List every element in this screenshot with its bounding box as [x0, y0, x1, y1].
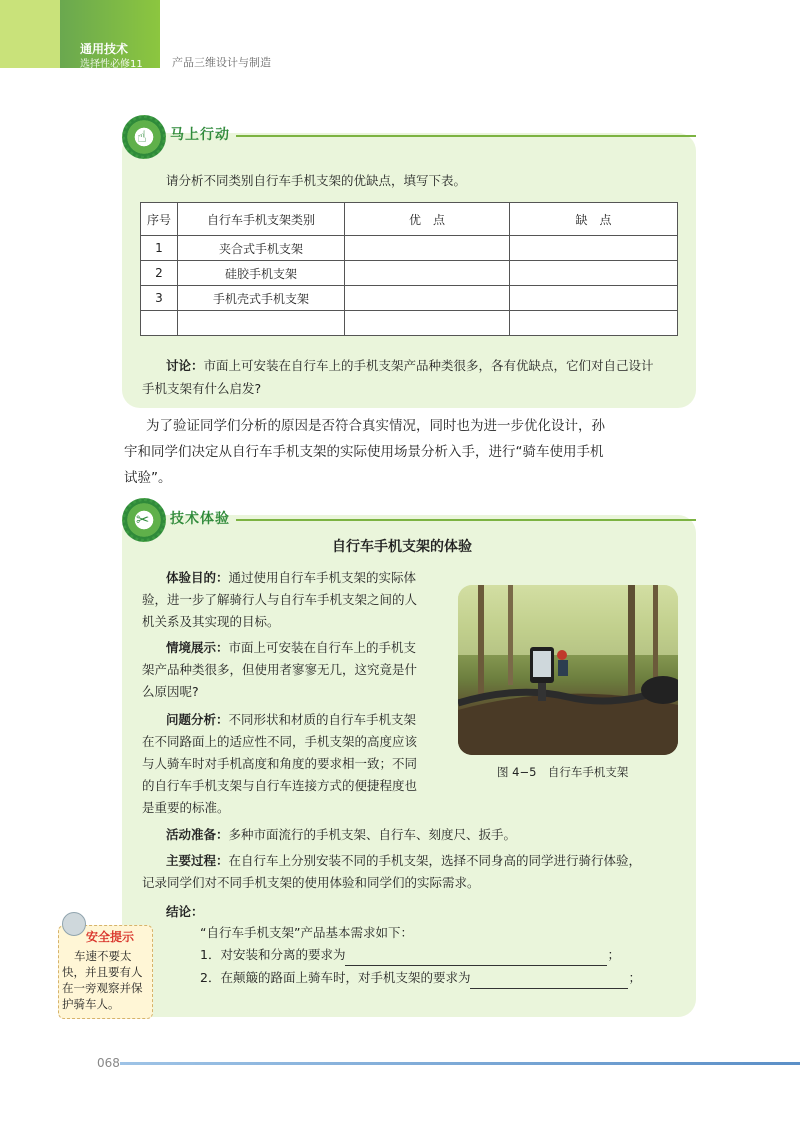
header-pros: 优 点 [345, 203, 510, 236]
cell-index [141, 311, 178, 336]
scene-line1: 情境展示：市面上可安装在自行车上的手机支 [166, 640, 417, 655]
cell-pros[interactable] [345, 236, 510, 261]
scene-line3: 么原因呢? [142, 684, 199, 699]
action-instruction: 请分析不同类别自行车手机支架的优缺点，填写下表。 [166, 173, 467, 188]
cell-index: 2 [141, 261, 178, 286]
prep-line: 活动准备：多种市面流行的手机支架、自行车、刻度尺、扳手。 [166, 827, 517, 842]
series-title: 通用技术 [80, 42, 129, 56]
page-number: 068 [97, 1056, 120, 1070]
discussion-line2: 手机支架有什么启发? [142, 381, 262, 396]
title-divider [236, 135, 696, 137]
table-row [141, 286, 678, 311]
analysis-line3: 与人骑车时对手机高度和角度的要求相一致；不同 [142, 756, 418, 771]
cell-pros[interactable] [345, 286, 510, 311]
cell-pros[interactable] [345, 311, 510, 336]
cell-category: 夹合式手机支架 [178, 236, 345, 261]
figure-caption: 图 4−5 自行车手机支架 [497, 765, 629, 779]
wrench-icon: ✂ [136, 510, 150, 529]
table-row [141, 236, 678, 261]
discussion-line1: 讨论：市面上可安装在自行车上的手机支架产品种类很多，各有优缺点，它们对自己设计 [166, 358, 654, 373]
analysis-line4: 的自行车手机支架与自行车连接方式的便捷程度也 [142, 778, 418, 793]
process-line2: 记录同学们对不同手机支架的使用体验和同学们的实际需求。 [142, 875, 480, 890]
title-divider [236, 519, 696, 521]
analysis-line5: 是重要的标准。 [142, 800, 230, 815]
experience-title: 技术体验 [170, 511, 230, 527]
book-title: 产品三维设计与制造 [172, 56, 271, 69]
cell-category: 手机壳式手机支架 [178, 286, 345, 311]
body-line1: 为了验证同学们分析的原因是否符合真实情况，同时也为进一步优化设计，孙 [146, 418, 605, 434]
cell-index: 1 [141, 236, 178, 261]
process-line1: 主要过程：在自行车上分别安装不同的手机支架，选择不同身高的同学进行骑行体验， [166, 853, 642, 868]
table-row [141, 261, 678, 286]
purpose-line1: 体验目的：通过使用自行车手机支架的实际体 [166, 570, 417, 585]
cell-cons[interactable] [510, 261, 678, 286]
answer-blank-2[interactable] [470, 972, 628, 989]
requirement-1: 1．对安装和分离的要求为 ； [200, 944, 620, 966]
cell-category: 硅胶手机支架 [178, 261, 345, 286]
safety-tip-title: 安全提示 [86, 930, 135, 944]
table-row [141, 311, 678, 336]
answer-blank-1[interactable] [345, 949, 607, 966]
footer-rule [120, 1062, 800, 1065]
purpose-line3: 机关系及其实现的目标。 [142, 614, 280, 629]
pros-cons-table [140, 202, 678, 336]
header-index: 序号 [141, 203, 178, 236]
series-subtitle: 选择性必修11 [80, 59, 143, 70]
analysis-line1: 问题分析：不同形状和材质的自行车手机支架 [166, 712, 417, 727]
experience-heading: 自行车手机支架的体验 [332, 539, 472, 555]
cell-cons[interactable] [510, 286, 678, 311]
cell-cons[interactable] [510, 311, 678, 336]
body-line2: 宇和同学们决定从自行车手机支架的实际使用场景分析入手，进行“骑车使用手机 [124, 444, 604, 460]
conclusion-intro: “自行车手机支架”产品基本需求如下： [200, 925, 413, 940]
analysis-line2: 在不同路面上的适应性不同，手机支架的高度应该 [142, 734, 418, 749]
hand-pointer-icon: ☝ [137, 127, 147, 146]
header-cons: 缺 点 [510, 203, 678, 236]
cell-category[interactable] [178, 311, 345, 336]
table-header-row [141, 203, 678, 236]
discussion-label: 讨论： [166, 358, 204, 373]
cell-index: 3 [141, 286, 178, 311]
requirement-2: 2．在颠簸的路面上骑车时，对手机支架的要求为 ； [200, 967, 641, 989]
safety-tip-text: 车速不要太 快，并且要有人 在一旁观察并保 护骑车人。 [62, 949, 143, 1011]
conclusion-label: 结论： [166, 904, 204, 919]
robot-icon [62, 912, 86, 936]
action-title: 马上行动 [170, 127, 230, 143]
cell-cons[interactable] [510, 236, 678, 261]
header-category: 自行车手机支架类别 [178, 203, 345, 236]
cell-pros[interactable] [345, 261, 510, 286]
purpose-line2: 验，进一步了解骑行人与自行车手机支架之间的人 [142, 592, 418, 607]
header-accent-left [0, 0, 60, 68]
scene-line2: 架产品种类很多，但使用者寥寥无几，这究竟是什 [142, 662, 418, 677]
photo-illustration [458, 585, 678, 755]
body-line3: 试验”。 [124, 470, 172, 486]
bicycle-phone-holder-photo [458, 585, 678, 755]
